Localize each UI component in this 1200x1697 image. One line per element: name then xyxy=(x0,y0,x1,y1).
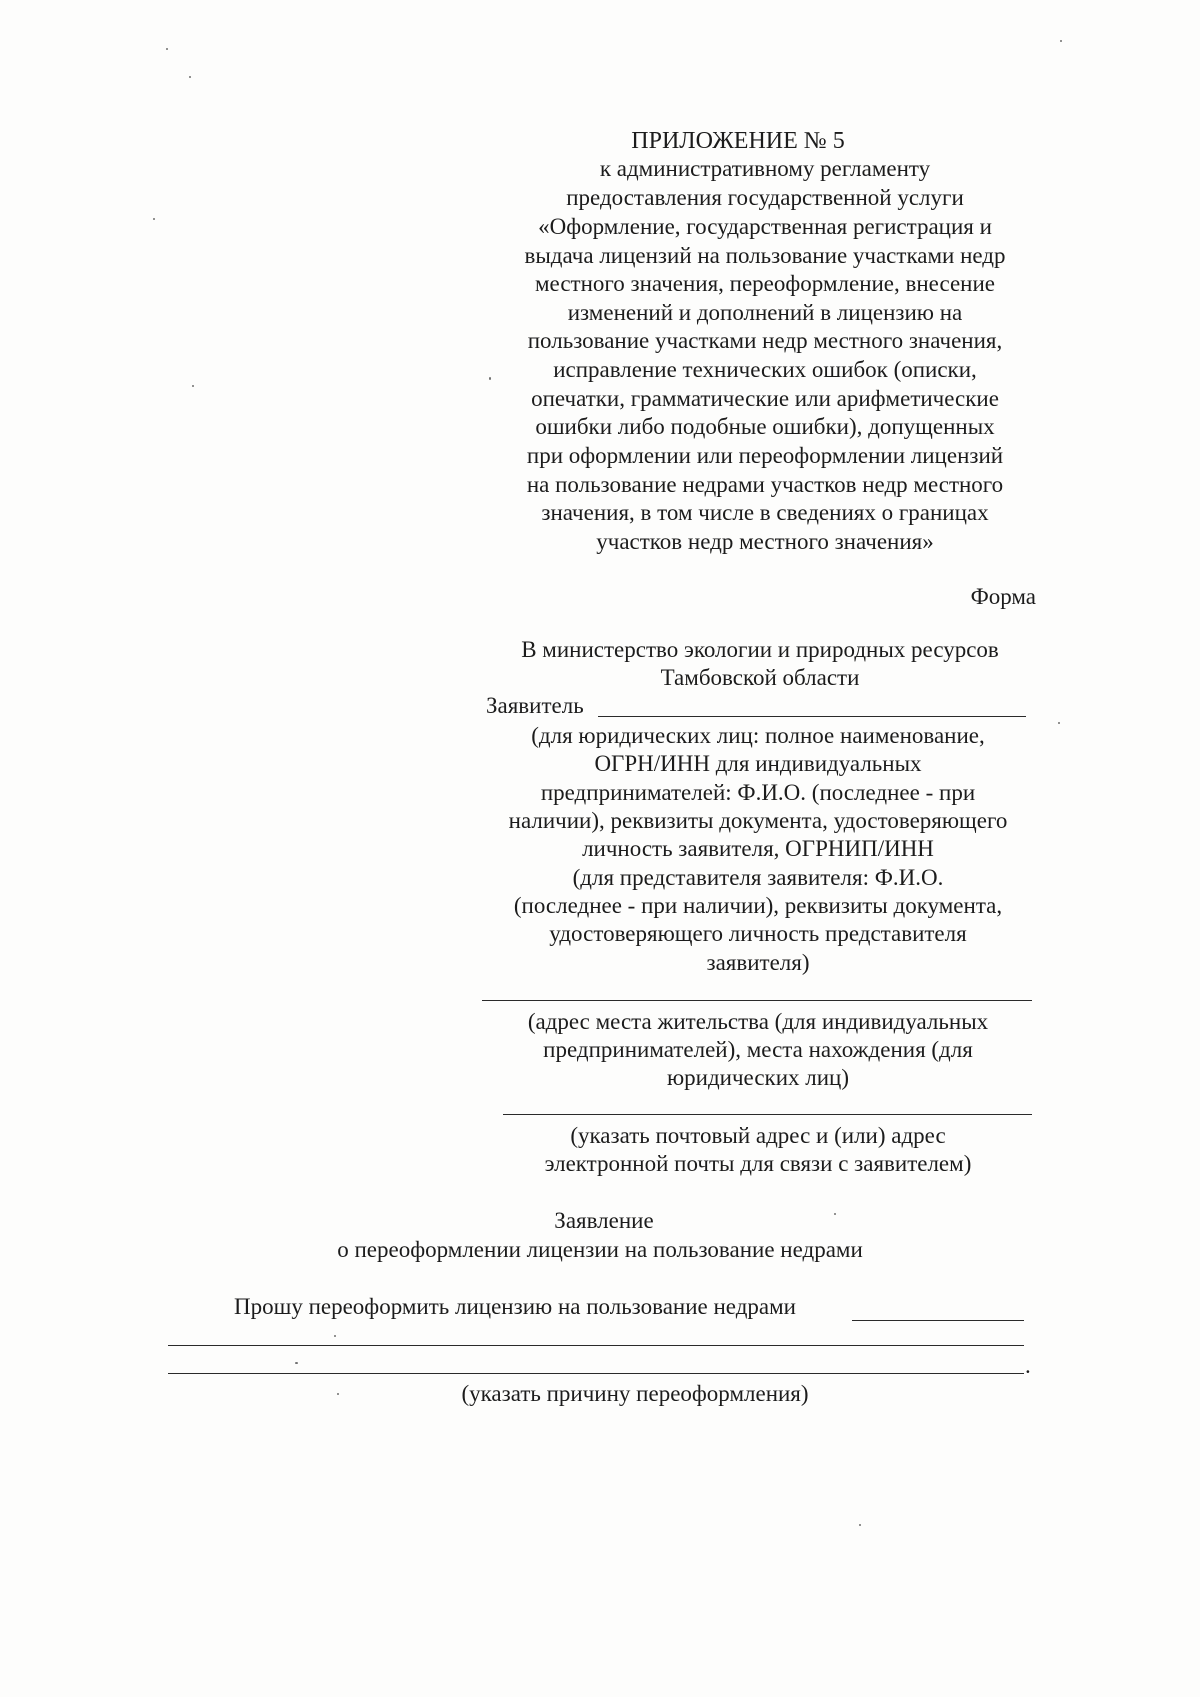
scan-speck xyxy=(337,1393,339,1395)
scan-speck xyxy=(859,1524,861,1526)
scan-speck xyxy=(295,1362,298,1364)
scan-speck xyxy=(834,1213,836,1215)
applicant-hint-line: (последнее - при наличии), реквизиты документа, xyxy=(513,893,1003,918)
appendix-line: ошибки либо подобные ошибки), допущенных xyxy=(535,414,995,439)
request-continuation-line-2[interactable] xyxy=(168,1373,1024,1374)
appendix-line: к административному регламенту xyxy=(599,156,931,181)
scan-speck xyxy=(334,1335,336,1337)
address-hint-line: юридических лиц) xyxy=(666,1065,850,1090)
request-text: Прошу переоформить лицензию на пользование недрами xyxy=(234,1294,796,1319)
statement-title: Заявление xyxy=(554,1208,654,1233)
scan-speck xyxy=(1058,722,1060,724)
scan-speck xyxy=(192,385,194,387)
appendix-line: пользование участками недр местного значения, xyxy=(527,328,1003,353)
applicant-hint-line: (для юридических лиц: полное наименование, xyxy=(531,723,985,748)
form-label: Форма xyxy=(970,584,1036,609)
scan-speck xyxy=(153,218,155,220)
statement-subtitle: о переоформлении лицензии на пользование недрами xyxy=(337,1237,863,1262)
applicant-hint-line: наличии), реквизиты документа, удостоверяющего xyxy=(508,808,1008,833)
scan-speck xyxy=(189,76,191,78)
appendix-line: на пользование недрами участков недр местного xyxy=(526,472,1004,497)
scan-speck xyxy=(166,48,168,50)
applicant-field-line[interactable] xyxy=(598,716,1026,717)
address-hint-line: (адрес места жительства (для индивидуальных xyxy=(527,1009,989,1034)
appendix-line: предоставления государственной услуги xyxy=(566,185,964,210)
applicant-hint-line: предпринимателей: Ф.И.О. (последнее - при xyxy=(540,780,976,805)
contact-hint-line: электронной почты для связи с заявителем) xyxy=(544,1151,972,1176)
request-continuation-line-1[interactable] xyxy=(168,1345,1024,1346)
appendix-line: участков недр местного значения» xyxy=(596,529,934,554)
contact-hint-line: (указать почтовый адрес и (или) адрес xyxy=(570,1123,946,1148)
appendix-line: исправление технических ошибок (описки, xyxy=(553,357,977,382)
applicant-hint-line: удостоверяющего личность представителя xyxy=(549,921,967,946)
addressee-line-2: Тамбовской области xyxy=(660,665,860,690)
applicant-hint-line: (для представителя заявителя: Ф.И.О. xyxy=(572,865,944,890)
applicant-hint-line: заявителя) xyxy=(706,950,810,975)
appendix-line: выдача лицензий на пользование участками недр xyxy=(524,243,1006,268)
appendix-line: при оформлении или переоформлении лицензий xyxy=(526,443,1004,468)
reason-hint: (указать причину переоформления) xyxy=(461,1381,809,1406)
appendix-line: «Оформление, государственная регистрация и xyxy=(538,214,992,239)
appendix-line: значения, в том числе в сведениях о границах xyxy=(541,500,989,525)
address-hint-line: предпринимателей), места нахождения (для xyxy=(543,1037,973,1062)
appendix-title: ПРИЛОЖЕНИЕ № 5 xyxy=(631,128,845,154)
applicant-label: Заявитель xyxy=(486,693,584,718)
scan-speck xyxy=(489,377,491,380)
address-field-line[interactable] xyxy=(482,1000,1032,1001)
request-field-line[interactable] xyxy=(852,1320,1024,1321)
request-end-mark: . xyxy=(1025,1353,1031,1378)
appendix-line: местного значения, переоформление, внесение xyxy=(535,271,995,296)
applicant-hint-line: ОГРН/ИНН для индивидуальных xyxy=(594,751,922,776)
appendix-line: изменений и дополнений в лицензию на xyxy=(567,300,963,325)
appendix-line: опечатки, грамматические или арифметические xyxy=(531,386,999,411)
contact-field-line[interactable] xyxy=(503,1114,1032,1115)
scan-speck xyxy=(1060,40,1062,42)
applicant-hint-line: личность заявителя, ОГРНИП/ИНН xyxy=(582,836,934,861)
addressee-line-1: В министерство экологии и природных ресурсов xyxy=(521,637,999,662)
